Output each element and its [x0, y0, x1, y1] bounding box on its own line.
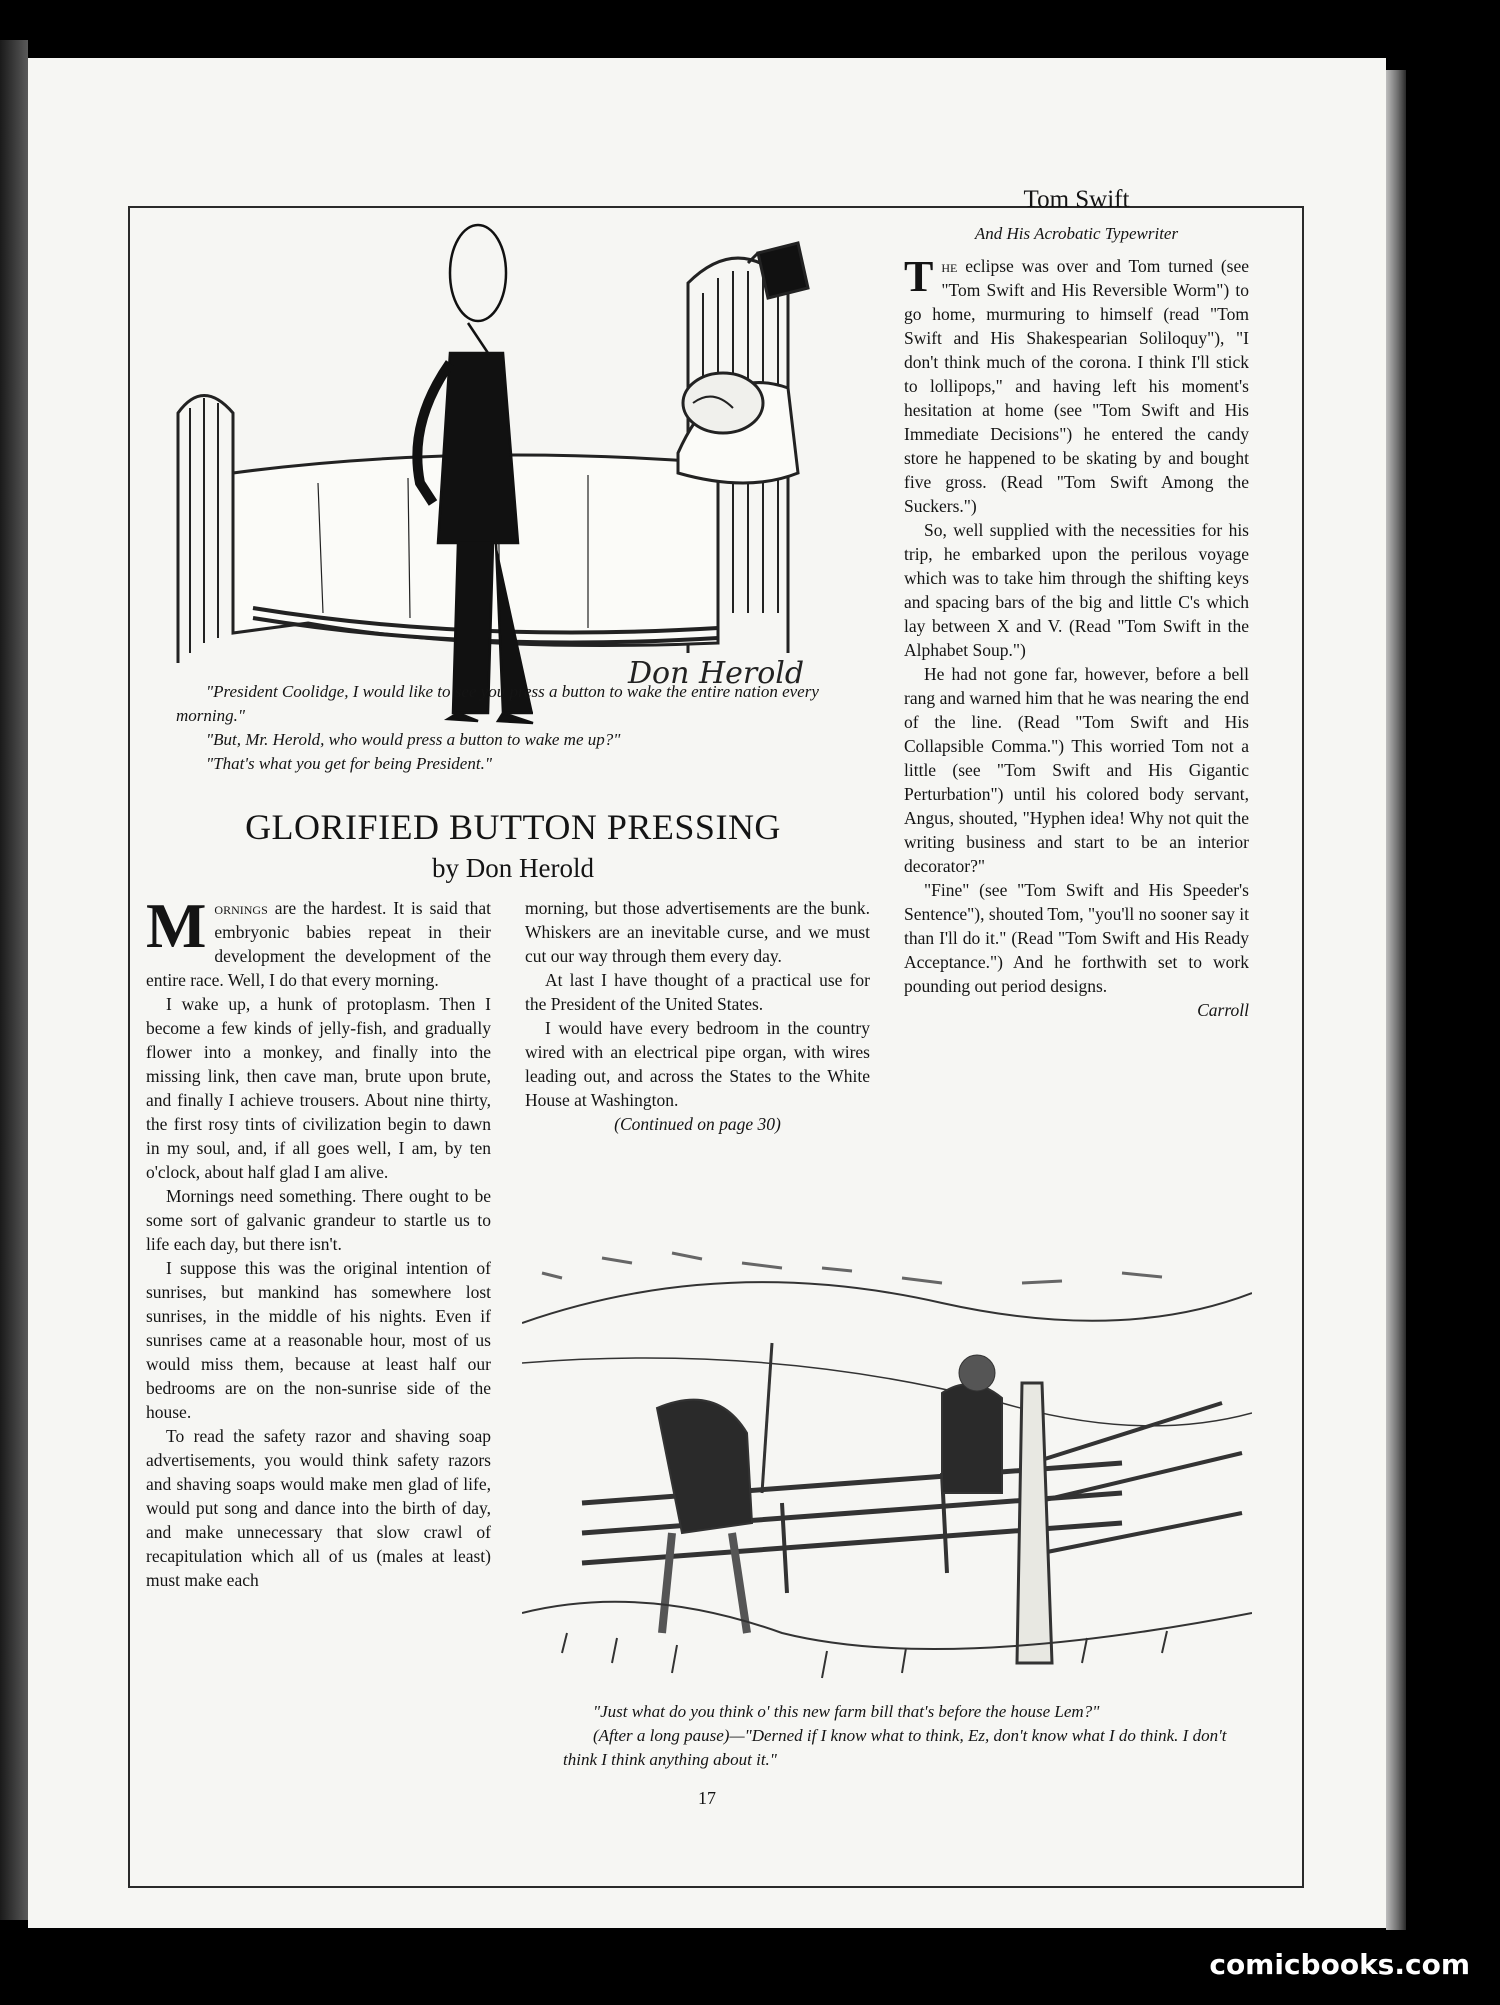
sidebar-paragraph: "Fine" (see "Tom Swift and His Speeder's Sentence"), shouted Tom, "you'll no sooner say it than I'll do it." (Read "Tom Swift and His Ready Acceptance.") And he forthwith set to work pounding out period designs.: [904, 880, 1249, 996]
page-number: 17: [698, 1788, 716, 1808]
caption-line-2: (After a long pause)—"Derned if I know what to think, Ez, don't know what I do think. I don't think I think anything about it.": [563, 1726, 1227, 1769]
caption-line-3: "That's what you get for being President.": [206, 754, 492, 773]
article-title: GLORIFIED BUTTON PRESSING: [245, 807, 781, 847]
sidebar-column: [904, 254, 1249, 1022]
sidebar-subtitle: And His Acrobatic Typewriter: [974, 224, 1179, 243]
article-paragraph: To read the safety razor and shaving soap advertisements, you would think safety razors and shaving soaps would make men glad of life, would put song and dance into the birth of day, and make unnecessary that slow crawl of recapitulation which all of us (males at least) must make each: [146, 1426, 491, 1590]
article-column-2: [525, 896, 870, 1136]
site-watermark: comicbooks.com: [1209, 1948, 1470, 1981]
article-paragraph: I suppose this was the original intention of sunrises, but mankind has somewhere lost sunrises, in the middle of his nights. Even if sunrises came at a reasonable hour, most of us would miss them, because at least half our bedrooms are on the non-sunrise side of the house.: [146, 1258, 491, 1422]
article-para-1: are the hardest. It is said that embryonic babies repeat in their development the development of the entire race. Well, I do that every morning.: [146, 898, 491, 990]
sidebar-para-1: eclipse was over and Tom turned (see "Tom Swift and His Reversible Worm") to go home, murmuring to himself (read "Tom Swift and His Shakespearian Soliloquy"), "I don't think much of the corona. I think I'll stick to lollipops," and having left his moment's hesitation at home (see "Tom Swift and His Immediate Decisions") he entered the candy store he happened to be skating by and bought five gross. (Read "Tom Swift Among the Suckers."): [904, 256, 1249, 516]
magazine-page: [28, 58, 1386, 1928]
article-paragraph: I wake up, a hunk of protoplasm. Then I become a few kinds of jelly-fish, and gradually flower into a monkey, and finally into the missing link, then cave man, brute upon brute, and finally I achieve trousers. About nine thirty, the first rosy tints of civilization begin to dawn in my soul, and, if all goes well, I am, by ten o'clock, about half glad I am alive.: [146, 994, 491, 1182]
cartoon-signature: Don Herold: [628, 656, 805, 691]
caption-line-1: "Just what do you think o' this new farm bill that's before the house Lem?": [593, 1702, 1100, 1721]
article-byline: by Don Herold: [432, 853, 594, 883]
sidebar-lead-word: he: [941, 256, 958, 276]
cartoon2-caption: [563, 1700, 1243, 1772]
article-lead-word: ornings: [214, 898, 268, 918]
left-page-edge: [0, 40, 28, 1920]
article-dropcap: M: [146, 890, 207, 961]
caption-line-2: "But, Mr. Herold, who would press a button to wake me up?": [206, 730, 621, 749]
article-paragraph: morning, but those advertisements are the bunk. Whiskers are an inevitable curse, and we must cut our way through them every day.: [525, 898, 870, 966]
article-paragraph: Mornings need something. There ought to be some sort of galvanic grandeur to startle us to life each day, but there isn't.: [146, 1186, 491, 1254]
article-column-1: [146, 890, 491, 1592]
cartoon1-caption: [176, 680, 856, 776]
cartoon-farm-illustration: [522, 1233, 1252, 1688]
article-paragraph: I would have every bedroom in the country wired with an electrical pipe organ, with wires leading out, and across the States to the White House at Washington.: [525, 1018, 870, 1110]
sidebar-author: Carroll: [1197, 1000, 1249, 1020]
cartoon-bed-illustration: [158, 213, 858, 733]
caption-line-1: "President Coolidge, I would like to see you press a button to wake the entire nation every morning.": [176, 682, 819, 725]
sidebar-paragraph: So, well supplied with the necessities for his trip, he embarked upon the perilous voyage which was to take him through the shifting keys and spacing bars of the big and little C's which lay between X and V. (Read "Tom Swift in the Alphabet Soup."): [904, 520, 1249, 660]
right-page-edge: [1386, 70, 1406, 1930]
sidebar-dropcap: T: [904, 252, 934, 301]
sidebar-paragraph: He had not gone far, however, before a bell rang and warned him that he was nearing the end of the line. (Read "Tom Swift and His Collapsible Comma.") This worried Tom not a little (see "Tom Swift and His Gigantic Perturbation") until his colored body servant, Angus, shouted, "Hyphen idea! Why not quit the writing business and start to be an interior decorator?": [904, 664, 1249, 876]
article-paragraph: At last I have thought of a practical use for the President of the United States.: [525, 970, 870, 1014]
sidebar-title: Tom Swift: [1023, 186, 1130, 213]
continued-note: (Continued on page 30): [614, 1114, 781, 1134]
